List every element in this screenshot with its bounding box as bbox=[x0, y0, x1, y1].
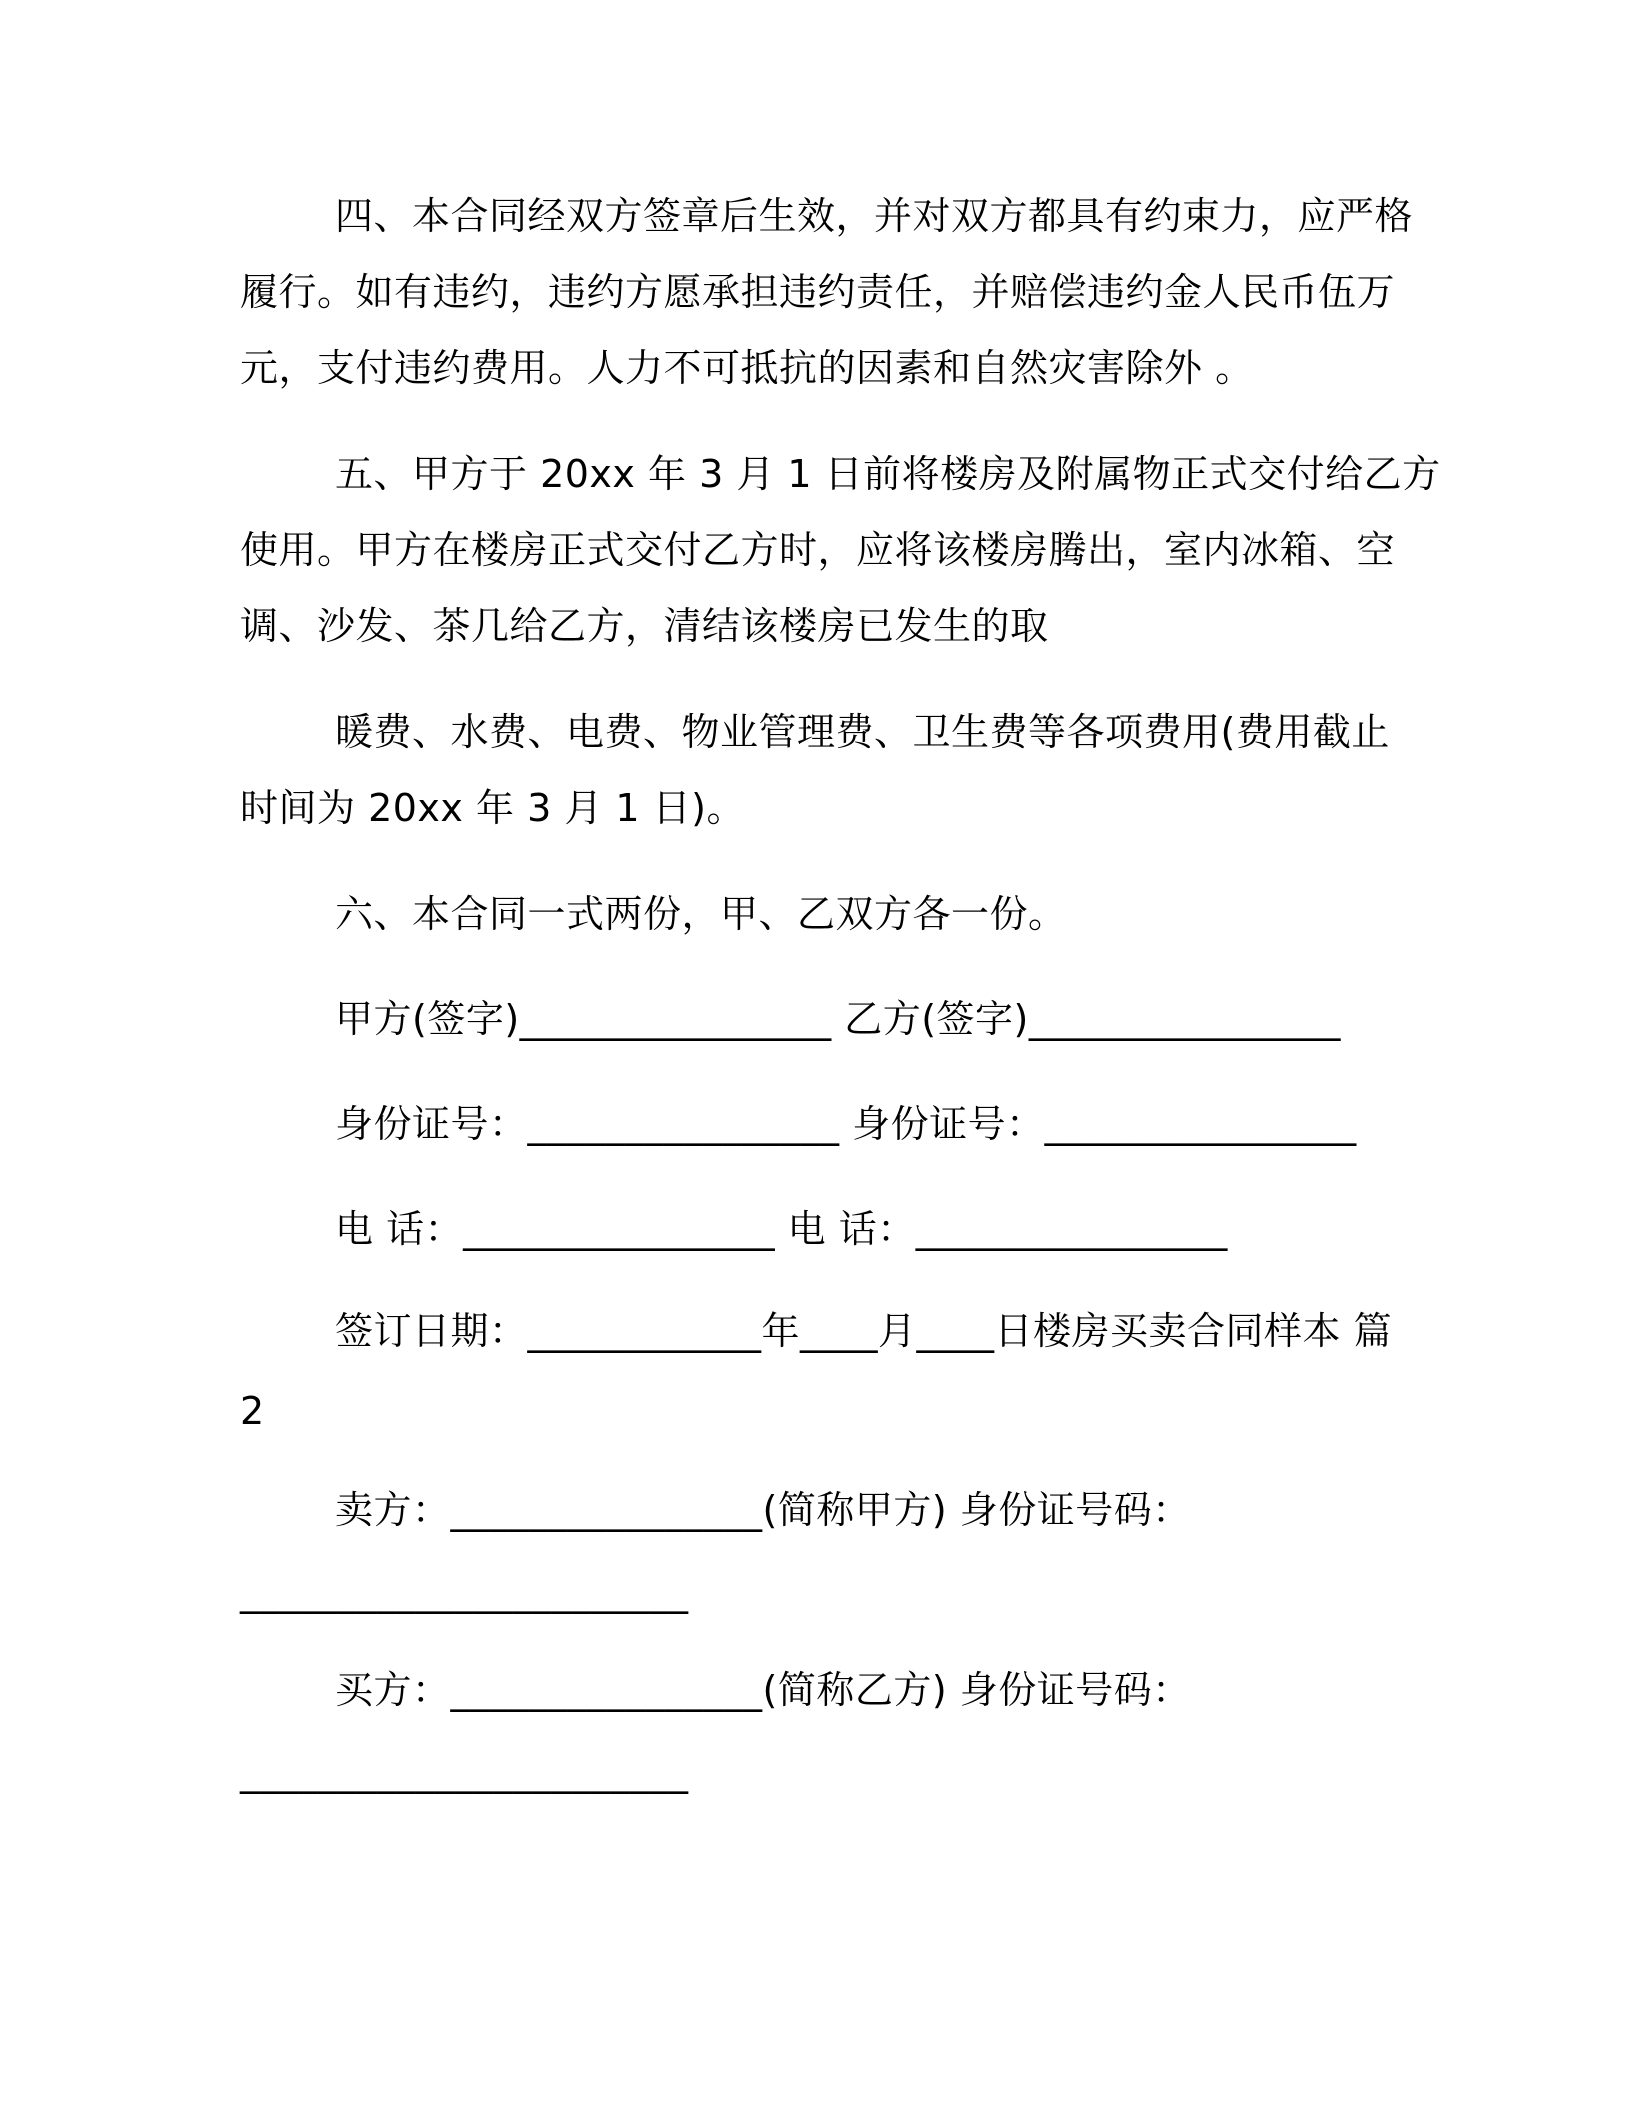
paragraph-5-line-3: 调、沙发、茶几给乙方，清结该楼房已发生的取 bbox=[240, 604, 1049, 648]
fees-paragraph-line-1: 暖费、水费、电费、物业管理费、卫生费等各项费用(费用截止 bbox=[335, 710, 1390, 754]
paragraph-4-line-1: 四、本合同经双方签章后生效，并对双方都具有约束力，应严格 bbox=[335, 194, 1414, 238]
fees-paragraph-line-2: 时间为 20xx 年 3 月 1 日)。 bbox=[240, 786, 745, 830]
paragraph-5-line-2: 使用。甲方在楼房正式交付乙方时，应将该楼房腾出，室内冰箱、空 bbox=[240, 528, 1396, 572]
paragraph-4-line-3: 元，支付违约费用。人力不可抵抗的因素和自然灾害除外 。 bbox=[240, 346, 1254, 390]
seller-id-blank: _______________________ bbox=[240, 1570, 689, 1614]
signature-line: 甲方(签字)________________ 乙方(签字)________________ bbox=[335, 997, 1341, 1041]
phone-line: 电 话：________________ 电 话：________________ bbox=[335, 1207, 1228, 1251]
signing-date-line-continued: 2 bbox=[240, 1389, 265, 1433]
id-number-line: 身份证号：________________ 身份证号：________________ bbox=[335, 1102, 1357, 1146]
signing-date-line: 签订日期：____________年____月____日楼房买卖合同样本 篇 bbox=[335, 1309, 1393, 1353]
seller-line: 卖方：________________(简称甲方) 身份证号码： bbox=[335, 1488, 1191, 1532]
buyer-id-blank: _______________________ bbox=[240, 1750, 689, 1794]
paragraph-5-line-1: 五、甲方于 20xx 年 3 月 1 日前将楼房及附属物正式交付给乙方 bbox=[335, 452, 1441, 496]
paragraph-6: 六、本合同一式两份，甲、乙双方各一份。 bbox=[335, 892, 1067, 936]
buyer-line: 买方：________________(简称乙方) 身份证号码： bbox=[335, 1668, 1191, 1712]
paragraph-4-line-2: 履行。如有违约，违约方愿承担违约责任，并赔偿违约金人民币伍万 bbox=[240, 270, 1396, 314]
